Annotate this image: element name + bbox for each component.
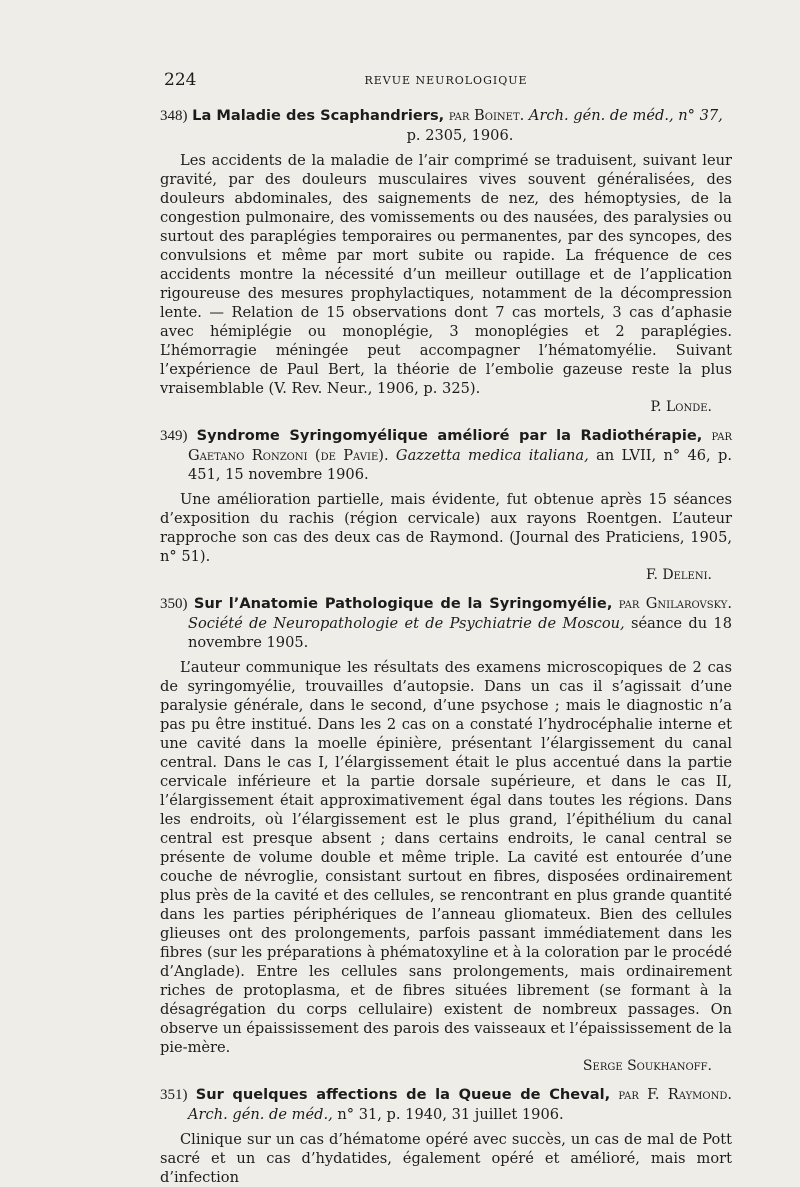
abstract-349: [160, 426, 732, 584]
abstract-348: [160, 106, 732, 416]
abstract-heading: [160, 426, 732, 484]
abstract-body: Les accidents de la maladie de l’air comprimé se traduisent, suivant leur gravité, par des douleurs musculaires vives souvent généralisées, des douleurs abdominales, des saignements de nez, des hémoptysies, de la congestion pulmonaire, des vomissements ou des nausées, des paralysies ou surtout des paraplégies temporaires ou permanentes, par des syncopes, des convulsions et même par mort subite ou rapide. La fréquence de ces accidents montre la nécessité d’un meilleur outillage et de l’application rigoureuse des mesures prophylactiques, notamment de la décompression lente. — Relation de 15 observations dont 7 cas mortels, 3 cas d’aphasie avec hémiplégie ou monoplégie, 3 monoplégies et 2 paraplégies. L’hémorragie méningée peut accompagner l’hématomyélie. Suivant l’expérience de Paul Bert, la théorie de l’embolie gazeuse reste la plus vraisemblable (V. Rev. Neur., 1906, p. 325).: [160, 152, 732, 397]
abstract-number: 348): [160, 108, 188, 124]
abstract-author: par Boinet.: [448, 107, 525, 124]
abstract-title: La Maladie des Scaphandriers,: [192, 107, 445, 124]
abstract-title: Sur quelques affections de la Queue de Cheval,: [195, 1086, 611, 1103]
page-number: 224: [164, 70, 197, 90]
abstract-author: par Gnilarovsky.: [618, 595, 733, 612]
abstract-body: L’auteur communique les résultats des examens microscopiques de 2 cas de syringomyélie, trouvailles d’autopsie. Dans un cas il s’agissait d’une paralysie générale, dans le second, d’une psychose ; mais le diagnostic n’a pas pu être institué. Dans les 2 cas on a constaté l’hydrocéphalie interne et une cavité dans la moelle épinière, présentant l’élargissement du canal central. Dans le cas I, l’élargissement était le plus accentué dans la partie cervicale inférieure et la partie dorsale supérieure, et dans le cas II, l’élargissement était approximativement égal dans toutes les régions. Dans les endroits, où l’élargissement est le plus grand, l’épithélium du canal central est presque absent ; dans certains endroits, le canal central se présente de volume double et même triple. La cavité est entourée d’une couche de névroglie, consistant surtout en fibres, disposées ordinairement plus près de la cavité et des cellules, se rencontrant en plus grande quantité dans les parties périphériques de l’anneau gliomateux. Bien des cellules glieuses ont des prolongements, parfois passant immédiatement dans les fibres (sur les préparations à phématoxyline et à la coloration par le procédé d’Anglade). Entre les cellules sans prolongements, mais ordinairement riches de protoplasma, et de fibres situées librement (se formant à la désagrégation du corps cellulaire) existent de nombreux passages. On observe un épaississement des parois des vaisseaux et l’épaississement de la pie-mère.: [160, 659, 732, 1056]
abstract-350: [160, 594, 732, 1075]
abstract-source-detail: n° 31, p. 1940, 31 juillet 1906.: [337, 1106, 564, 1123]
abstract-signature: Serge Soukhanoff.: [582, 1058, 712, 1074]
abstract-signature: P. Londe.: [650, 399, 712, 415]
abstract-source: Arch. gén. de méd.,: [188, 1106, 333, 1123]
abstract-title: Syndrome Syringomyélique amélioré par la Radiothérapie,: [196, 427, 703, 444]
running-head: [160, 70, 732, 92]
abstract-author: par F. Raymond.: [618, 1086, 733, 1103]
abstract-author: par Gaetano Ronzoni (de Pavie).: [188, 427, 733, 464]
abstract-heading: [160, 106, 732, 145]
abstract-number: 350): [160, 596, 188, 612]
abstract-source-detail: p. 2305, 1906.: [406, 127, 514, 144]
abstract-source-detail: an LVII, n° 46, p. 451, 15 novembre 1906.: [188, 447, 733, 483]
abstract-351: [160, 1085, 732, 1187]
journal-title: REVUE NEUROLOGIQUE: [364, 74, 528, 87]
abstract-source-detail: séance du 18 novembre 1905.: [188, 615, 733, 651]
abstract-body: Clinique sur un cas d’hématome opéré avec succès, un cas de mal de Pott sacré et un cas d’hydatides, également opéré et amélioré, mais mort d’infection: [160, 1131, 732, 1186]
abstract-heading: [160, 1085, 732, 1124]
abstract-heading: [160, 594, 732, 652]
abstract-title: Sur l’Anatomie Pathologique de la Syringomyélie,: [193, 595, 613, 612]
abstract-number: 351): [160, 1087, 188, 1103]
abstract-number: 349): [160, 428, 188, 444]
abstract-source: Société de Neuropathologie et de Psychiatrie de Moscou,: [188, 615, 625, 632]
abstract-body: Une amélioration partielle, mais évidente, fut obtenue après 15 séances d’exposition du rachis (région cervicale) aux rayons Roentgen. L’auteur rapproche son cas des deux cas de Raymond. (Journal des Praticiens, 1905, n° 51).: [160, 491, 732, 565]
abstract-source: Arch. gén. de méd., n° 37,: [528, 107, 723, 124]
abstract-signature: F. Deleni.: [645, 567, 712, 583]
abstract-source: Gazzetta medica italiana,: [395, 447, 589, 464]
